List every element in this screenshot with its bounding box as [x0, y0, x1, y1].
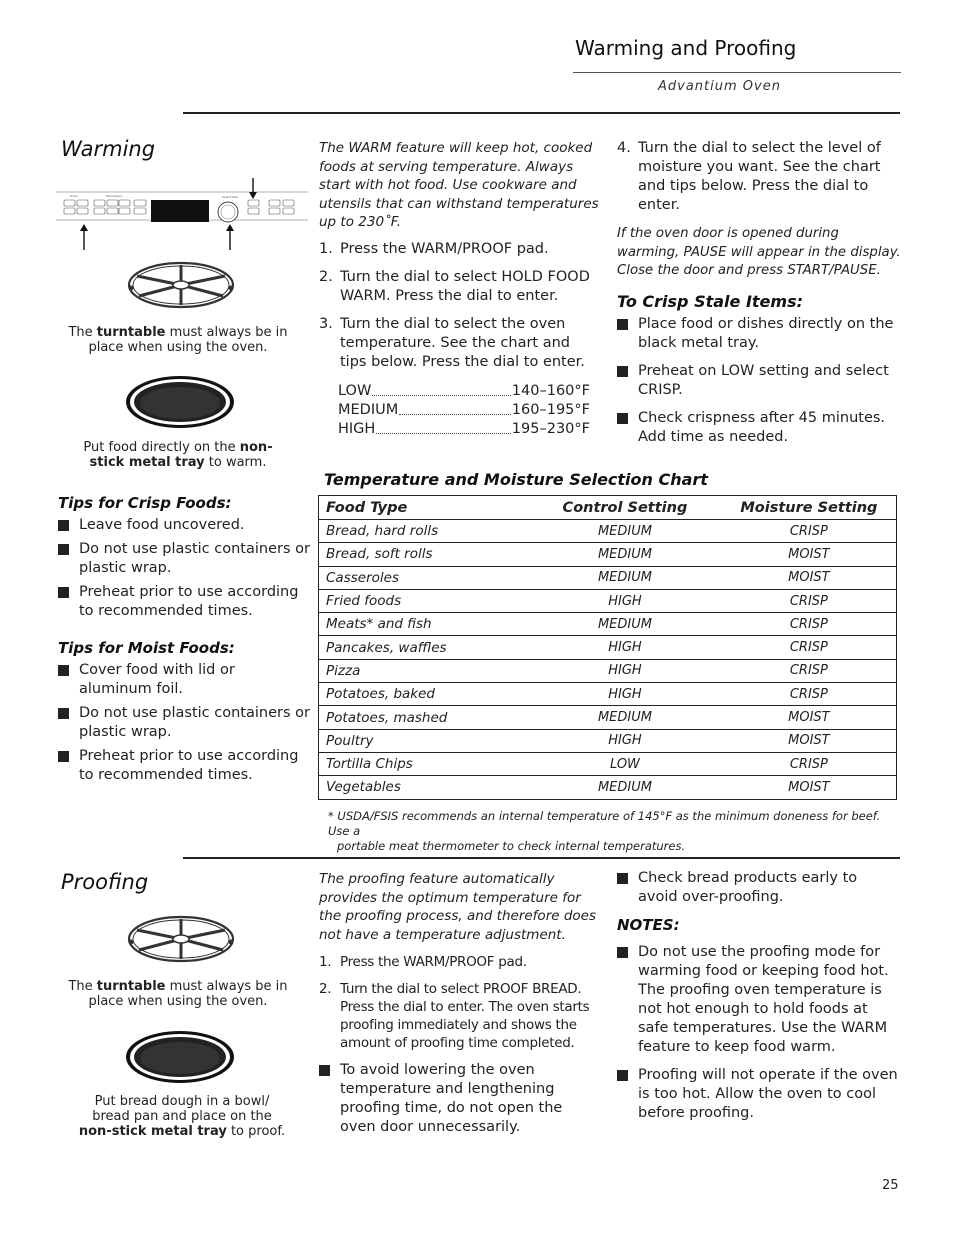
turntable-illustration [125, 258, 237, 312]
warming-intro: The WARM feature will keep hot, cooked foods at serving temperature. Always start with hot food. Use cookware and utensils that can withstand temperatures up to 230˚F. [319, 140, 599, 230]
warming-step-4 [617, 139, 899, 224]
tips-moist-title: Tips for Moist Foods: [58, 639, 235, 657]
cell-control-setting: HIGH [528, 729, 722, 752]
table-row [319, 776, 897, 799]
cell-moisture-setting: MOIST [722, 566, 897, 589]
notes-list [617, 943, 901, 1128]
crisp-stale-title: To Crisp Stale Items: [617, 292, 803, 311]
list-item: To avoid lowering the oven temperature and lengthening proofing time, do not open the oven door unnecessarily. [319, 1061, 599, 1137]
cell-food-type: Potatoes, baked [319, 683, 529, 706]
cell-food-type: Potatoes, mashed [319, 706, 529, 729]
cell-moisture-setting: CRISP [722, 613, 897, 636]
header-rule [573, 72, 901, 73]
crisp-stale-list [617, 315, 901, 452]
page-number: 25 [882, 1178, 899, 1193]
cell-moisture-setting: CRISP [722, 520, 897, 543]
list-item: 1. Press the WARM/PROOF pad. [319, 241, 549, 257]
cell-food-type: Tortilla Chips [319, 752, 529, 775]
table-row [319, 659, 897, 682]
cell-control-setting: MEDIUM [528, 706, 722, 729]
tips-crisp-title: Tips for Crisp Foods: [58, 494, 232, 512]
turntable-caption: The turntable must always be in place when using the oven. [68, 979, 288, 1009]
cell-food-type: Casseroles [319, 566, 529, 589]
table-row [319, 613, 897, 636]
table-row [319, 566, 897, 589]
tray-caption: Put food directly on the non-stick metal tray to warm. [83, 440, 273, 470]
temperature-list [338, 382, 590, 439]
table-row [319, 729, 897, 752]
cell-food-type: Bread, hard rolls [319, 520, 529, 543]
list-item: Do not use plastic containers or plastic wrap. [58, 540, 310, 578]
cell-moisture-setting: MOIST [722, 729, 897, 752]
proofing-check-list [617, 869, 901, 912]
control-panel-illustration [56, 178, 308, 250]
table-row [319, 543, 897, 566]
list-item: Preheat prior to use according to recommended times. [58, 747, 310, 785]
list-item: Check crispness after 45 minutes. Add time as needed. [617, 409, 901, 447]
list-item: 4. Turn the dial to select the level of moisture you want. See the chart and tips below. Press the dial to enter. [617, 140, 881, 213]
cell-control-setting: MEDIUM [528, 520, 722, 543]
cell-food-type: Meats* and fish [319, 613, 529, 636]
column-header-control-setting: Control Setting [528, 496, 722, 520]
tips-moist-list [58, 661, 310, 790]
list-item: Do not use the proofing mode for warming food or keeping food hot. The proofing oven temperature is not hot enough to hold foods at safe temperatures. Use the WARM feature to keep food warm. [617, 943, 901, 1057]
notes-title: NOTES: [617, 916, 680, 934]
metal-tray-illustration [124, 374, 236, 430]
proofing-intro: The proofing feature automatically provides the optimum temperature for the proofing process, and therefore does not have a temperature adjustment. [319, 871, 597, 943]
list-item: 3. Turn the dial to select the oven temperature. See the chart and tips below. Press the dial to enter. [319, 316, 585, 370]
section-rule-proofing [183, 857, 900, 859]
cell-moisture-setting: CRISP [722, 589, 897, 612]
cell-control-setting: HIGH [528, 589, 722, 612]
column-header-moisture-setting: Moisture Setting [722, 496, 897, 520]
section-rule-warming [183, 112, 900, 114]
turntable-caption: The turntable must always be in place when using the oven. [68, 325, 288, 355]
tips-crisp-list [58, 516, 310, 626]
moisture-selection-table [318, 495, 897, 800]
tray-caption: Put bread dough in a bowl/ bread pan and place on the non-stick metal tray to proof. [78, 1094, 286, 1139]
list-item: Proofing will not operate if the oven is too hot. Allow the oven to cool before proofing. [617, 1066, 901, 1123]
cell-moisture-setting: MOIST [722, 706, 897, 729]
table-row [319, 683, 897, 706]
cell-control-setting: HIGH [528, 659, 722, 682]
page-title: Warming and Proofing [575, 36, 797, 60]
page-subtitle: Advantium Oven [658, 79, 781, 94]
cell-control-setting: MEDIUM [528, 613, 722, 636]
column-header-food-type: Food Type [319, 496, 529, 520]
cell-control-setting: HIGH [528, 636, 722, 659]
list-item: Check bread products early to avoid over-proofing. [617, 869, 901, 907]
proofing-door-list [319, 1061, 599, 1142]
table-header-row [319, 496, 897, 520]
list-item: 1. Press the WARM/PROOF pad. [319, 954, 527, 970]
temp-row: HIGH 195–230°F [338, 421, 590, 437]
table-row [319, 706, 897, 729]
proofing-title: Proofing [61, 870, 149, 894]
metal-tray-illustration [124, 1029, 236, 1085]
table-row [319, 752, 897, 775]
cell-control-setting: LOW [528, 752, 722, 775]
cell-control-setting: MEDIUM [528, 776, 722, 799]
svg-text:Oven: Oven [70, 194, 78, 198]
list-item: 2. Turn the dial to select PROOF BREAD. Press the dial to enter. The oven starts proofing immediately and shows the amount of proofing time completed. [319, 981, 590, 1051]
cell-control-setting: MEDIUM [528, 566, 722, 589]
chart-footnote: * USDA/FSIS recommends an internal temperature of 145°F as the minimum doneness for beef. Use a portable meat thermometer to check internal temperatures. [328, 809, 881, 853]
cell-food-type: Vegetables [319, 776, 529, 799]
table-row [319, 520, 897, 543]
cell-control-setting: HIGH [528, 683, 722, 706]
cell-food-type: Pizza [319, 659, 529, 682]
turntable-illustration [125, 912, 237, 966]
cell-moisture-setting: CRISP [722, 683, 897, 706]
list-item: Leave food uncovered. [58, 516, 310, 535]
table-row [319, 636, 897, 659]
table-row [319, 589, 897, 612]
door-note: If the oven door is opened during warming, PAUSE will appear in the display. Close the door and press START/PAUSE. [617, 226, 901, 278]
cell-moisture-setting: CRISP [722, 659, 897, 682]
cell-food-type: Fried foods [319, 589, 529, 612]
list-item: Preheat prior to use according to recommended times. [58, 583, 310, 621]
list-item: Preheat on LOW setting and select CRISP. [617, 362, 901, 400]
cell-food-type: Poultry [319, 729, 529, 752]
list-item: Cover food with lid or aluminum foil. [58, 661, 310, 699]
cell-food-type: Pancakes, waffles [319, 636, 529, 659]
temp-row: MEDIUM 160–195°F [338, 402, 590, 418]
list-item: Do not use plastic containers or plastic wrap. [58, 704, 310, 742]
proofing-steps [319, 953, 601, 1061]
cell-food-type: Bread, soft rolls [319, 543, 529, 566]
cell-moisture-setting: MOIST [722, 543, 897, 566]
svg-text:Microwave: Microwave [106, 194, 122, 198]
cell-moisture-setting: CRISP [722, 752, 897, 775]
list-item: 2. Turn the dial to select HOLD FOOD WARM. Press the dial to enter. [319, 269, 590, 304]
cell-control-setting: MEDIUM [528, 543, 722, 566]
temp-row: LOW 140–160°F [338, 383, 590, 399]
list-item: Place food or dishes directly on the black metal tray. [617, 315, 901, 353]
chart-title: Temperature and Moisture Selection Chart [324, 470, 708, 489]
cell-moisture-setting: CRISP [722, 636, 897, 659]
svg-text:Select Dial: Select Dial [222, 195, 239, 199]
cell-moisture-setting: MOIST [722, 776, 897, 799]
warming-steps [319, 240, 601, 381]
warming-title: Warming [61, 137, 156, 161]
